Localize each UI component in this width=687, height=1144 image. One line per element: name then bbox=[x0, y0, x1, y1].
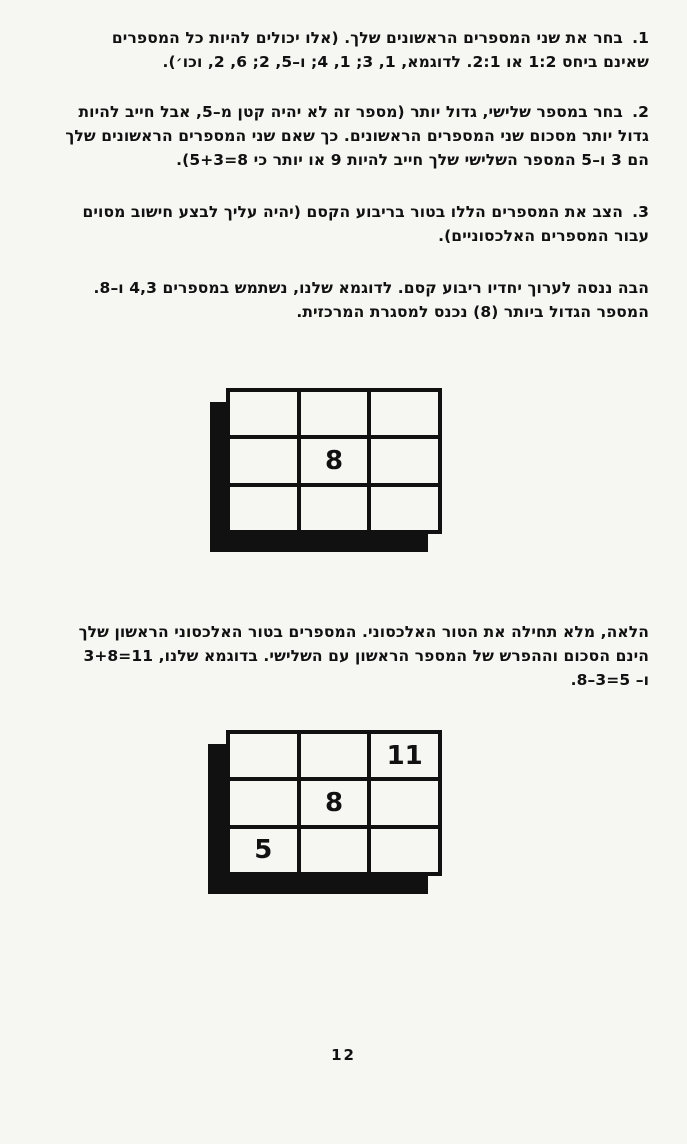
grid-cell bbox=[230, 734, 297, 777]
grid-cell bbox=[301, 829, 368, 872]
text-line: הינם הסכום וההפרש של המספר הראשון עם השלישי. בדוגמא שלנו, 11=3+8 bbox=[83, 647, 649, 665]
text-line: הלאה, מלא תחילה את הטור האלכסוני. המספרים בטור האלכסוני הראשון שלך bbox=[78, 623, 649, 641]
text-line: הם 3 ו–5 המספר השלישי שלך חייב להיות 9 או יותר כי 8=5+3). bbox=[176, 151, 649, 169]
text-line: גדול יותר מסכום שני המספרים הראשונים. כך שאם שני המספרים הראשונים שלך bbox=[65, 127, 649, 145]
grid-cell bbox=[301, 734, 368, 777]
grid-cell bbox=[371, 829, 438, 872]
text-line: בחר במספר שלישי, גדול יותר (מספר זה לא יהיה קטן מ–5, אבל חייב להיות bbox=[78, 103, 623, 121]
step-number: 3. bbox=[632, 203, 649, 221]
magic-square-step1 bbox=[210, 388, 442, 552]
text-line: המספר הגדול ביותר (8) נכנס למסגרת המרכזית. bbox=[296, 303, 649, 321]
step-2-paragraph bbox=[8, 100, 649, 172]
grid-cell: 8 bbox=[301, 781, 368, 824]
text-line: עבור המספרים האלכסוניים). bbox=[438, 227, 649, 245]
step-1-paragraph bbox=[8, 26, 649, 74]
grid-cell bbox=[230, 392, 297, 435]
text-line: שאינם ביחס 1:2 או 2:1. לדוגמא, 1, 3; 1, 4; ו–5, 2; 6, 2, וכו׳). bbox=[162, 53, 649, 71]
grid-cell: 11 bbox=[371, 734, 438, 777]
grid-cell bbox=[230, 487, 297, 530]
text-line: הצב את המספרים הללו בטור בריבוע הקסם (יהיה עליך לבצע חישוב מסוים bbox=[82, 203, 623, 221]
grid-cell: 5 bbox=[230, 829, 297, 872]
grid-cell bbox=[371, 439, 438, 482]
grid-cell bbox=[371, 487, 438, 530]
grid-cell bbox=[371, 392, 438, 435]
page-number: 12 bbox=[331, 1046, 356, 1064]
example-intro-paragraph bbox=[8, 276, 649, 324]
grid-cell bbox=[371, 781, 438, 824]
step-3-paragraph bbox=[8, 200, 649, 248]
text-line: בחר את שני המספרים הראשונים שלך. (אלו יכולים להיות כל המספרים bbox=[111, 29, 623, 47]
text-line: הבה ננסה לערוך יחדיו ריבוע קסם. לדוגמא שלנו, נשתמש במספרים 4,3 ו–8. bbox=[93, 279, 649, 297]
grid-cell bbox=[230, 781, 297, 824]
grid-cell bbox=[301, 392, 368, 435]
step-number: 1. bbox=[632, 29, 649, 47]
diagonal-paragraph bbox=[8, 620, 649, 692]
magic-square-step2 bbox=[208, 730, 442, 894]
grid-cell bbox=[301, 487, 368, 530]
grid bbox=[226, 388, 442, 534]
text-line: ו– 5=3–8. bbox=[570, 671, 649, 689]
grid-cell bbox=[230, 439, 297, 482]
step-number: 2. bbox=[632, 103, 649, 121]
grid bbox=[226, 730, 442, 876]
grid-cell: 8 bbox=[301, 439, 368, 482]
